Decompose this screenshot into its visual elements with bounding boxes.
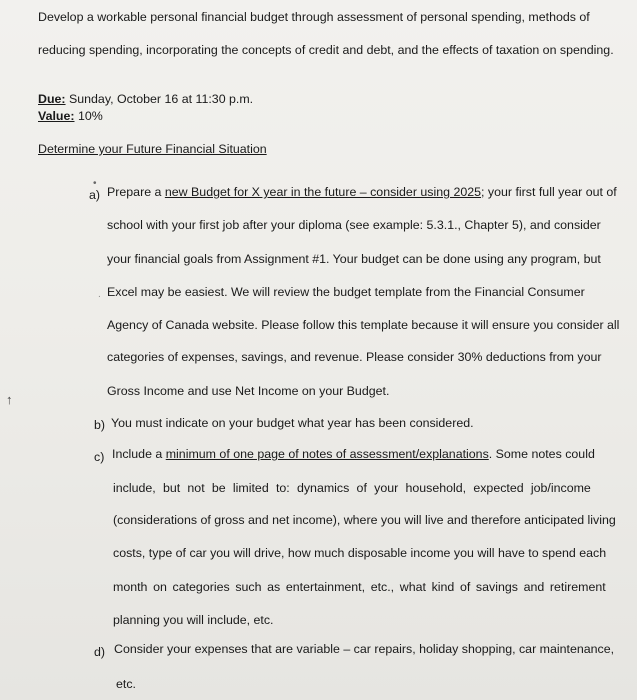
item-c-line-6: planning you will include, etc. <box>113 613 274 627</box>
item-d-label: d) <box>94 645 106 659</box>
item-c-line-2: include, but not be limited to: dynamics of your household, expected job/income <box>113 481 591 495</box>
due-label: Due: <box>38 92 66 106</box>
margin-mark: ↑ <box>6 392 13 407</box>
item-c-line-4: costs, type of car you will drive, how much disposable income you will have to spend each <box>113 546 607 560</box>
item-a-text-pre: Prepare a <box>107 185 165 199</box>
pen-mark: • <box>93 178 97 189</box>
item-a-underlined-text: new Budget for X year in the future – consider using 2025 <box>164 185 482 199</box>
due-value: Sunday, October 16 at 11:30 p.m. <box>65 92 254 106</box>
item-a-label: a) <box>89 188 101 202</box>
item-a-text-post: ; your first full year out of <box>481 185 617 199</box>
item-a-line-2: school with your first job after your diploma (see example: 5.3.1., Chapter 5), and consider <box>107 218 601 232</box>
section-heading: Determine your Future Financial Situation <box>38 142 267 156</box>
item-d-line-2: etc. <box>116 677 136 691</box>
item-a-line-4: Excel may be easiest. We will review the budget template from the Financial Consumer <box>107 285 585 299</box>
item-b-line-1: You must indicate on your budget what year has been considered. <box>111 416 474 430</box>
item-a-line-3: your financial goals from Assignment #1. Your budget can be done using any program, but <box>107 252 601 266</box>
item-c-label: c) <box>94 450 105 464</box>
item-d-line-1: Consider your expenses that are variable – car repairs, holiday shopping, car maintenance, <box>114 642 615 656</box>
due-date <box>38 92 253 107</box>
item-c-text-post: . Some notes could <box>488 447 595 461</box>
assignment-value <box>38 109 103 124</box>
intro-line-1: Develop a workable personal financial budget through assessment of personal spending, methods of <box>38 10 590 24</box>
item-c-line-3: (considerations of gross and net income), where you will live and therefore anticipated living <box>113 513 616 527</box>
value-value: 10% <box>74 109 103 123</box>
item-a-line-7: Gross Income and use Net Income on your Budget. <box>107 384 390 398</box>
intro-line-2: reducing spending, incorporating the concepts of credit and debt, and the effects of taxation on spending. <box>38 43 614 57</box>
item-a-line-1 <box>107 185 617 200</box>
item-a-line-6: categories of expenses, savings, and revenue. Please consider 30% deductions from your <box>107 350 602 364</box>
item-c-line-1 <box>112 447 595 462</box>
item-a-line-5: Agency of Canada website. Please follow this template because it will ensure you consider all <box>107 318 620 332</box>
item-c-underlined-text: minimum of one page of notes of assessment/explanations <box>165 447 489 461</box>
value-label: Value: <box>38 109 75 123</box>
item-c-line-5: month on categories such as entertainment, etc., what kind of savings and retirement <box>113 580 606 594</box>
item-b-label: b) <box>94 418 106 432</box>
pen-dot: . <box>98 289 101 300</box>
item-c-text-pre: Include a <box>112 447 166 461</box>
